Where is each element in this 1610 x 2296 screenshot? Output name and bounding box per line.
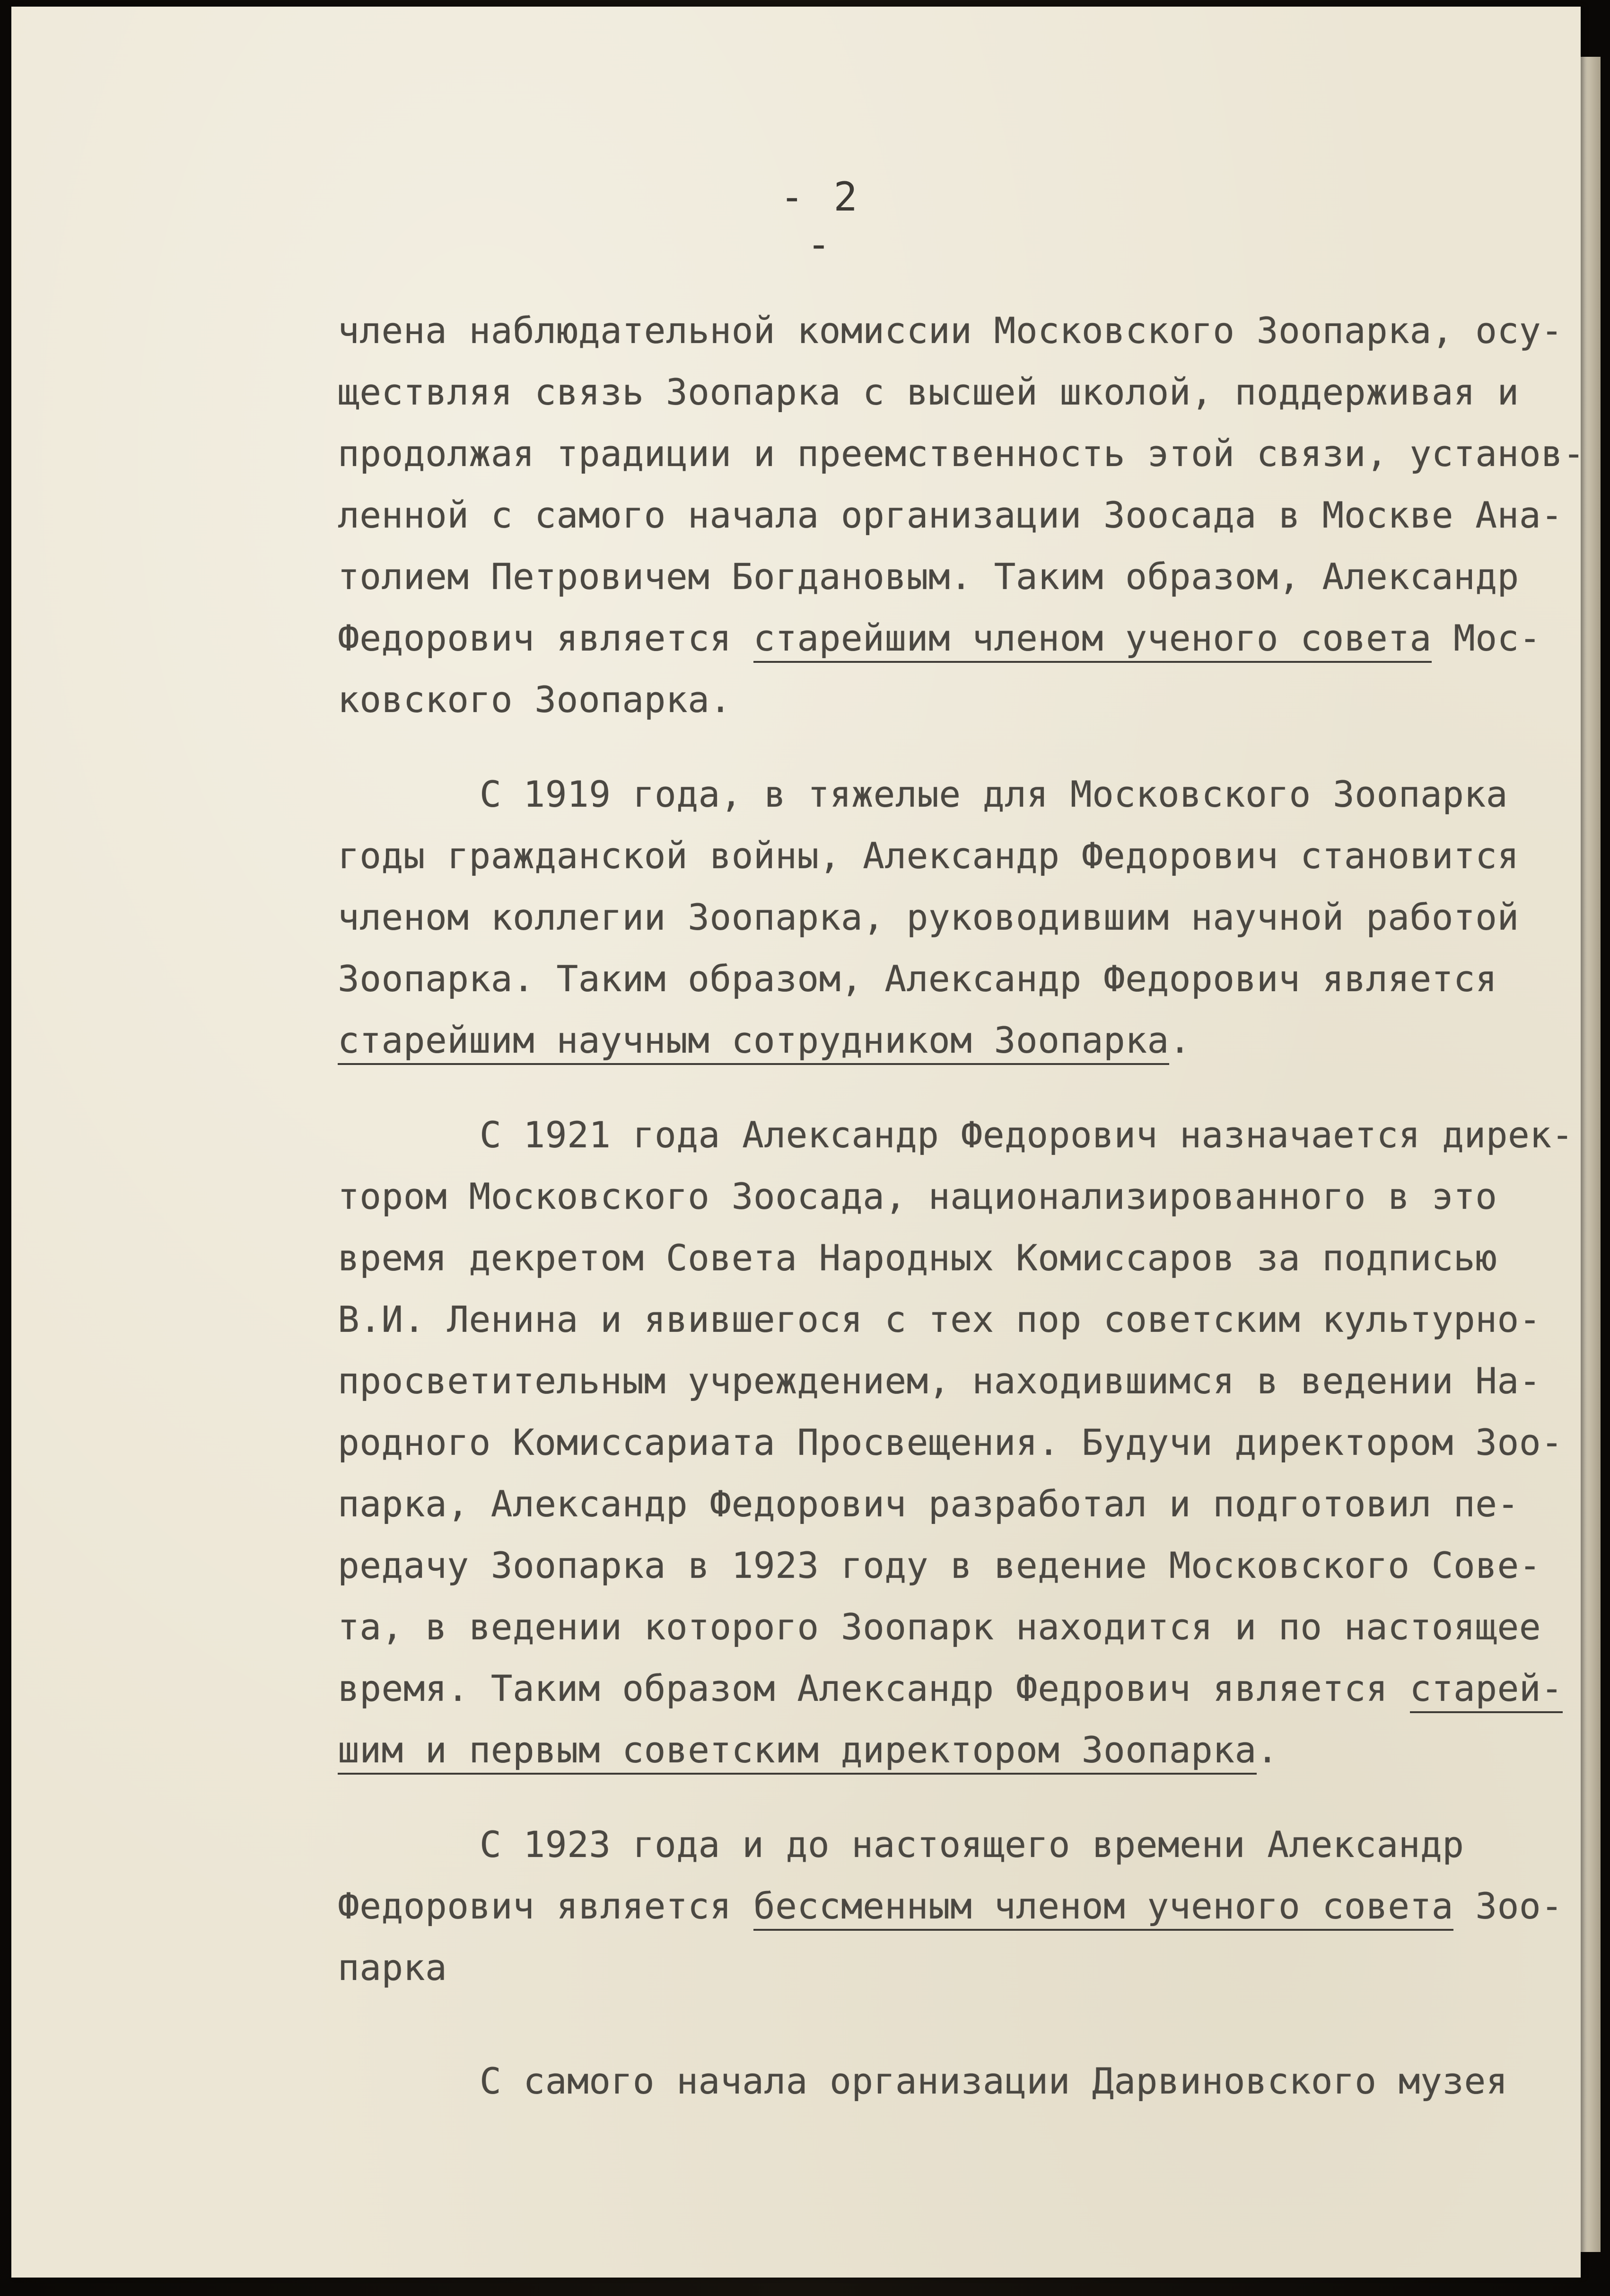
text-line [338, 1017, 1515, 1078]
text-line [338, 1419, 1563, 1480]
text-line [338, 1603, 1541, 1665]
text-line [338, 1821, 1515, 1883]
text-segment: ленной с самого начала организации Зоосада в Москве Ана- [338, 494, 1563, 536]
underlined-text: старейшим научным сотрудником Зоопарка [338, 1019, 1169, 1065]
underlined-text: старей- [1410, 1667, 1563, 1713]
text-segment: . [1169, 1019, 1191, 1061]
text-line [338, 430, 1585, 492]
underlined-text: шим и первым советским директором Зоопарка [338, 1729, 1257, 1775]
text-line [338, 307, 1563, 369]
text-line [338, 894, 1519, 955]
text-line [338, 1944, 1515, 2006]
text-line [338, 615, 1541, 676]
text-segment: парка, Александр Федорович разработал и подготовил пе- [338, 1483, 1519, 1525]
text-line [338, 1665, 1563, 1726]
page-number: - 2 - [780, 174, 860, 267]
text-segment: Федорович является [338, 617, 753, 659]
text-line [338, 1234, 1515, 1296]
text-segment: ществляя связь Зоопарка с высшей школой, поддерживая и [338, 371, 1519, 413]
text-segment: Федорович является [338, 1885, 753, 1927]
text-segment: толием Петровичем Богдановым. Таким образом, Александр [338, 555, 1519, 598]
underlined-text: бессменным членом ученого совета [753, 1885, 1453, 1931]
document-body [338, 307, 1585, 2119]
text-segment: Зоопарка. Таким образом, Александр Федорович является [338, 958, 1497, 1000]
text-segment: С 1923 года и до настоящего времени Александр [480, 1823, 1464, 1865]
text-segment: С 1921 года Александр Федорович назначается дирек- [480, 1114, 1574, 1156]
text-segment: В.И. Ленина и явившегося с тех пор советским культурно- [338, 1298, 1541, 1340]
text-segment: та, в ведении которого Зоопарк находится и по настоящее [338, 1606, 1541, 1648]
text-segment: С 1919 года, в тяжелые для Московского Зоопарка [480, 773, 1508, 815]
text-line [338, 369, 1519, 430]
text-segment: Мос- [1431, 617, 1541, 659]
text-line [338, 1480, 1519, 1542]
text-segment: ковского Зоопарка. [338, 678, 732, 721]
text-segment: члена наблюдательной комиссии Московского Зоопарка, осу- [338, 309, 1563, 352]
text-segment: парка [338, 1946, 447, 1988]
text-line [338, 1357, 1541, 1419]
text-line [338, 492, 1563, 553]
text-segment: . [1256, 1729, 1279, 1771]
text-line [338, 1883, 1563, 1944]
underlined-text: старейшим членом ученого совета [753, 617, 1432, 663]
text-segment: время декретом Совета Народных Комиссаров за подписью [338, 1237, 1497, 1279]
text-segment: родного Комиссариата Просвещения. Будучи директором Зоо- [338, 1421, 1563, 1463]
text-line [338, 771, 1515, 832]
text-line [338, 1111, 1574, 1173]
text-segment: просветительным учреждением, находившимся в ведении На- [338, 1360, 1541, 1402]
text-line [338, 832, 1519, 894]
text-line [338, 553, 1519, 615]
text-line [338, 2058, 1515, 2119]
text-segment: редачу Зоопарка в 1923 году в ведение Московского Сове- [338, 1544, 1541, 1586]
text-segment: время. Таким образом Александр Федрович является [338, 1667, 1410, 1709]
text-line [338, 676, 1515, 738]
text-segment: тором Московского Зоосада, национализированного в это [338, 1175, 1497, 1217]
text-segment: Зоо- [1453, 1885, 1563, 1927]
text-line [338, 1296, 1541, 1357]
text-segment: годы гражданской войны, Александр Федорович становится [338, 835, 1519, 877]
text-line [338, 1542, 1541, 1603]
text-segment: членом коллегии Зоопарка, руководившим научной работой [338, 896, 1519, 938]
text-segment: продолжая традиции и преемственность этой связи, установ- [338, 432, 1585, 475]
text-line [338, 1173, 1515, 1234]
text-line [338, 955, 1515, 1017]
text-segment: С самого начала организации Дарвиновского музея [480, 2060, 1508, 2102]
document-page [11, 7, 1585, 2278]
text-line [338, 1726, 1515, 1788]
